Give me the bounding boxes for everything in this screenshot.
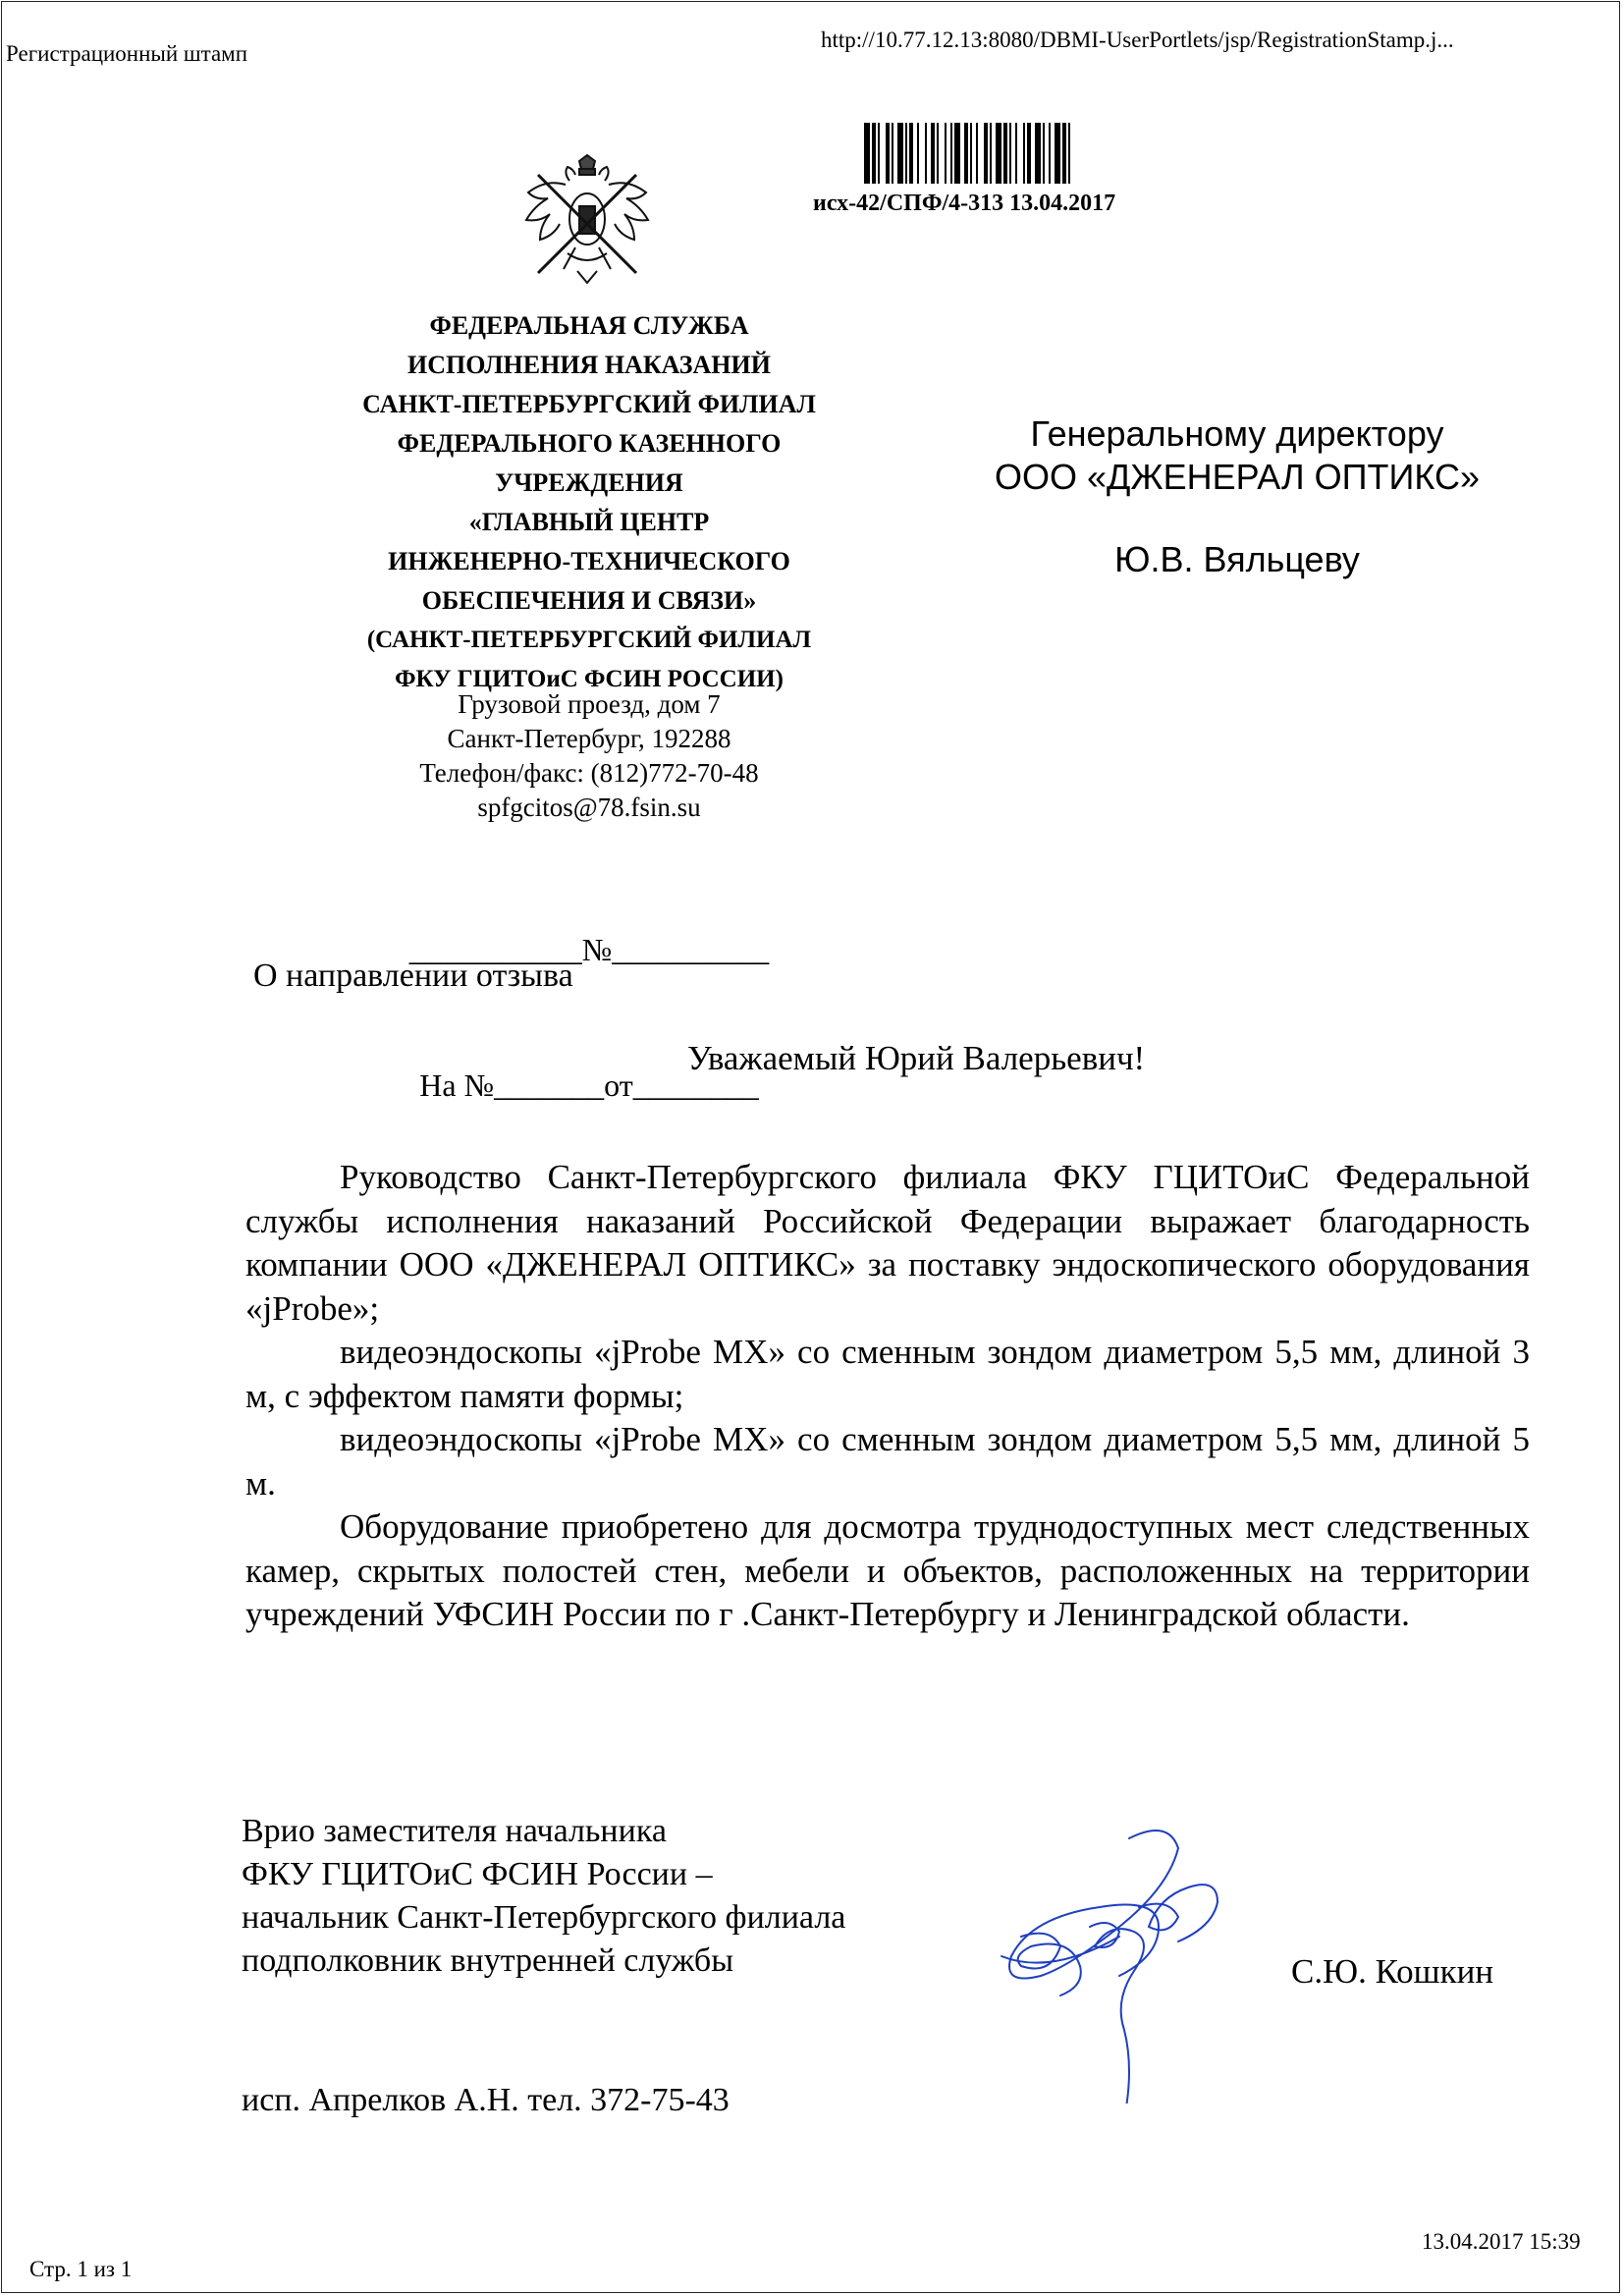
barcode bbox=[864, 123, 1174, 184]
barcode-bar bbox=[1043, 123, 1045, 184]
barcode-bar bbox=[937, 123, 939, 184]
barcode-bar bbox=[905, 123, 907, 184]
handwritten-signature bbox=[982, 1819, 1237, 2104]
address-line: Телефон/факс: (812)772-70-48 bbox=[419, 758, 759, 788]
barcode-bar bbox=[1035, 123, 1041, 184]
barcode-bar bbox=[945, 123, 947, 184]
address-line: Санкт-Петербург, 192288 bbox=[447, 724, 731, 753]
letter-body bbox=[245, 1156, 1530, 1637]
barcode-bar bbox=[1049, 123, 1051, 184]
signatory-line: подполковник внутренней службы bbox=[242, 1942, 734, 1979]
recipient-block bbox=[943, 412, 1532, 581]
barcode-bar bbox=[970, 123, 972, 184]
barcode-bar bbox=[950, 123, 952, 184]
barcode-bar bbox=[1068, 123, 1070, 184]
org-line: ИНЖЕНЕРНО-ТЕХНИЧЕСКОГО bbox=[388, 547, 790, 575]
body-paragraph: видеоэндоскопы «jProbe MX» со сменным зондом диаметром 5,5 мм, длиной 3 м, с эффектом памяти формы; bbox=[245, 1333, 1530, 1415]
barcode-bar bbox=[1023, 123, 1025, 184]
signatory-name: С.Ю. Кошкин bbox=[1291, 1952, 1494, 1991]
barcode-bar bbox=[925, 123, 927, 184]
reg-reply-line: На №_______от________ bbox=[419, 1067, 759, 1103]
barcode-bar bbox=[1027, 123, 1031, 184]
barcode-bar bbox=[996, 123, 1001, 184]
barcode-bar bbox=[1009, 123, 1011, 184]
barcode-bar bbox=[864, 123, 870, 184]
body-paragraph: Руководство Санкт-Петербургского филиала ФКУ ГЦИТОиС Федеральной службы исполнения наказаний Российской Федерации выражает благодарность компании ООО «ДЖЕНЕРАЛ ОПТИКС» за поставку эндоскопического оборудования «jProbe»; bbox=[245, 1158, 1530, 1328]
org-line: УЧРЕЖДЕНИЯ bbox=[495, 468, 683, 497]
barcode-bar bbox=[917, 123, 919, 184]
registration-stamp-label: Регистрационный штамп bbox=[6, 41, 248, 66]
barcode-bar bbox=[976, 123, 978, 184]
org-line: «ГЛАВНЫЙ ЦЕНТР bbox=[468, 508, 710, 536]
registration-number-lines bbox=[295, 837, 884, 1153]
org-line: ИСПОЛНЕНИЯ НАКАЗАНИЙ bbox=[407, 351, 771, 379]
recipient-company: ООО «ДЖЕНЕРАЛ ОПТИКС» bbox=[994, 457, 1481, 497]
barcode-bar bbox=[886, 123, 890, 184]
barcode-bar bbox=[872, 123, 876, 184]
barcode-bar bbox=[954, 123, 960, 184]
org-line: ФКУ ГЦИТОиС ФСИН РОССИИ) bbox=[395, 666, 784, 692]
barcode-bar bbox=[878, 123, 880, 184]
address-line: spfgcitos@78.fsin.su bbox=[477, 793, 701, 822]
barcode-bar bbox=[897, 123, 903, 184]
organization-header bbox=[295, 306, 884, 699]
org-line: ФЕДЕРАЛЬНОГО КАЗЕННОГО bbox=[397, 429, 782, 458]
signatory-title bbox=[242, 1810, 845, 1983]
body-paragraph: видеоэндоскопы «jProbe MX» со сменным зондом диаметром 5,5 мм, длиной 5 м. bbox=[245, 1420, 1530, 1503]
org-line: ОБЕСПЕЧЕНИЯ И СВЯЗИ» bbox=[421, 586, 757, 615]
barcode-bar bbox=[984, 123, 988, 184]
barcode-bar bbox=[1003, 123, 1007, 184]
executor-line: исп. Апрелков А.Н. тел. 372-75-43 bbox=[242, 2082, 730, 2118]
org-line: ФЕДЕРАЛЬНАЯ СЛУЖБА bbox=[429, 311, 749, 340]
org-line: (САНКТ-ПЕТЕРБУРГСКИЙ ФИЛИАЛ bbox=[366, 627, 812, 653]
barcode-bar bbox=[1062, 123, 1066, 184]
outgoing-number: исх-42/СПФ/4-313 13.04.2017 bbox=[813, 191, 1116, 216]
letter-subject: О направлении отзыва bbox=[253, 957, 573, 994]
body-paragraph: Оборудование приобретено для досмотра труднодоступных мест следственных камер, скрытых полостей стен, мебели и объектов, расположенных на территории учреждений УФСИН России по г .Санкт-Петербургу и Ленинградской области. bbox=[245, 1507, 1530, 1633]
reg-number-line: ___________№__________ bbox=[408, 932, 770, 967]
document-url: http://10.77.12.13:8080/DBMI-UserPortlets/jsp/RegistrationStamp.j... bbox=[821, 27, 1454, 52]
recipient-name: Ю.В. Вяльцеву bbox=[1114, 539, 1360, 579]
barcode-bar bbox=[1055, 123, 1060, 184]
letter-greeting: Уважаемый Юрий Валерьевич! bbox=[687, 1039, 1146, 1077]
barcode-bar bbox=[931, 123, 935, 184]
page-counter: Стр. 1 из 1 bbox=[29, 2257, 133, 2281]
print-datetime: 13.04.2017 15:39 bbox=[1422, 2229, 1581, 2254]
recipient-position: Генеральному директору bbox=[1030, 413, 1444, 454]
barcode-bar bbox=[1015, 123, 1017, 184]
barcode-bar bbox=[964, 123, 968, 184]
org-line: САНКТ-ПЕТЕРБУРГСКИЙ ФИЛИАЛ bbox=[362, 390, 816, 418]
organization-address bbox=[295, 687, 884, 825]
barcode-bar bbox=[909, 123, 913, 184]
address-line: Грузовой проезд, дом 7 bbox=[458, 689, 721, 719]
barcode-bar bbox=[990, 123, 992, 184]
signatory-line: ФКУ ГЦИТОиС ФСИН России – bbox=[242, 1856, 713, 1892]
signatory-line: начальник Санкт-Петербургского филиала bbox=[242, 1899, 846, 1936]
double-headed-eagle-emblem-icon bbox=[518, 145, 656, 293]
barcode-bar bbox=[892, 123, 893, 184]
signatory-line: Врио заместителя начальника bbox=[242, 1813, 667, 1849]
